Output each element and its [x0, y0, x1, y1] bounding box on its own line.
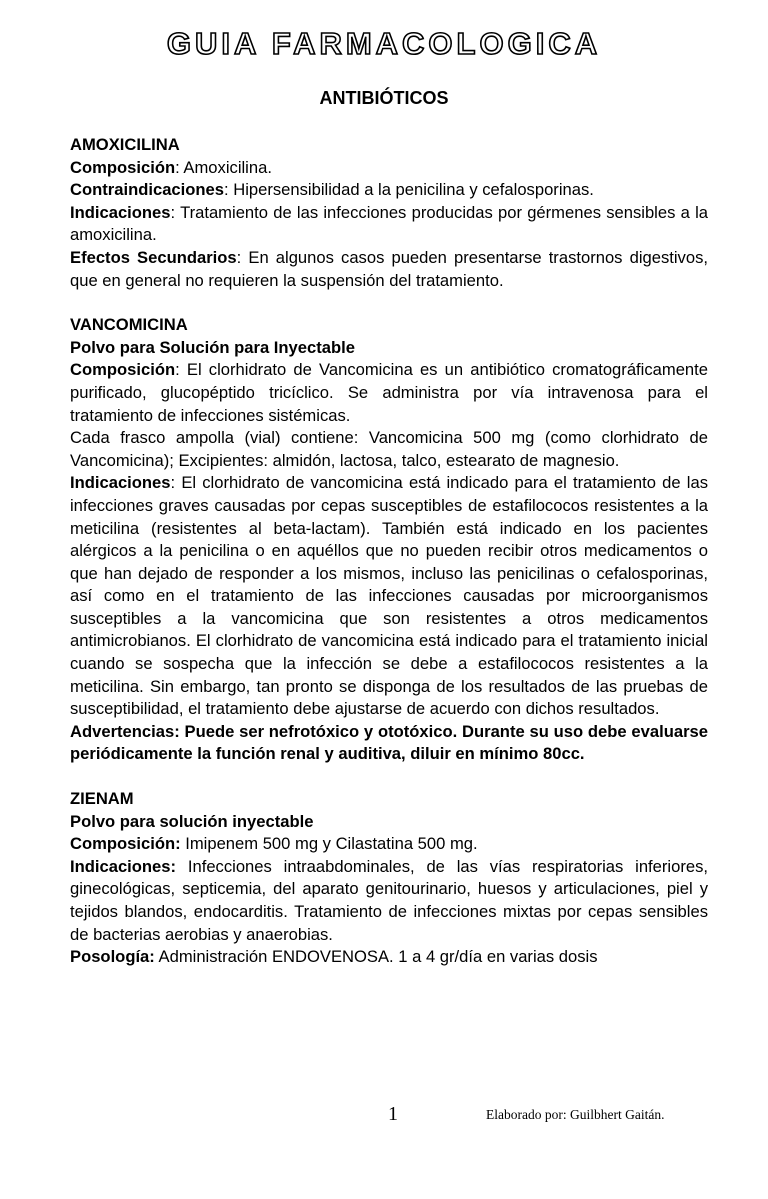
drug-name-vancomicina: VANCOMICINA: [70, 315, 188, 335]
field-text: : Tratamiento de las infecciones producidas por gérmenes sensibles a la amoxicilina.: [70, 202, 708, 245]
amoxicilina-composicion: [70, 157, 708, 180]
zienam-indicaciones: [70, 856, 708, 946]
banner-title: GUIA FARMACOLOGICA: [166, 26, 602, 61]
section-gap: [70, 292, 708, 314]
amoxicilina-contraindicaciones: [70, 179, 708, 202]
field-label: Indicaciones: [70, 202, 171, 222]
author-credit: Elaborado por: Guilbhert Gaitán.: [486, 1107, 665, 1122]
zienam-posologia: [70, 946, 708, 969]
field-text: Imipenem 500 mg y Cilastatina 500 mg.: [180, 834, 478, 854]
vancomicina-advertencias: Advertencias: Puede ser nefrotóxico y ototóxico. Durante su uso debe evaluarse periódicamente la función renal y auditiva, diluir en mínimo 80cc.: [70, 721, 708, 764]
section-heading: ANTIBIÓTICOS: [319, 88, 449, 108]
zienam-composicion: [70, 833, 708, 856]
field-text: : En algunos casos pueden presentarse trastornos digestivos, que en general no requieren la suspensión del tratamiento.: [70, 247, 708, 290]
field-label: Composición: [70, 360, 176, 380]
amoxicilina-indicaciones: [70, 202, 708, 247]
field-text: Administración ENDOVENOSA. 1 a 4 gr/día en varias dosis: [154, 947, 598, 967]
field-text: Infecciones intraabdominales, de las vías respiratorias inferiores, ginecológicas, septicemia, del aparato genitourinario, huesos y articulaciones, piel y tejidos blandos, endocarditis. Tratamiento de infecciones mixtas por cepas sensibles de bacterias aerobias y anaerobias.: [70, 856, 708, 944]
field-label: Contraindicaciones: [70, 180, 224, 200]
field-label: Indicaciones:: [70, 856, 177, 876]
page-number: 1: [388, 1103, 398, 1125]
field-label: Posología:: [70, 947, 155, 967]
section-gap: [70, 766, 708, 788]
field-label: Efectos Secundarios: [70, 247, 237, 267]
field-text: : Hipersensibilidad a la penicilina y cefalosporinas.: [224, 180, 594, 200]
field-label: Composición:: [70, 834, 181, 854]
field-label: Composición: [70, 157, 176, 177]
field-label: Indicaciones: [70, 473, 171, 493]
field-text: : El clorhidrato de vancomicina está indicado para el tratamiento de las infecciones graves causadas por cepas susceptibles de estafilococos resistentes a la meticilina (resistentes al beta-lactam). También está indicado en los pacientes alérgicos a la penicilina o en aquéllos que no pueden recibir otros medicamentos o que han dejado de responder a los mismos, incluso las penicilinas o cefalosporinas, así como en el tratamiento de las infecciones causadas por microorganismos susceptibles a la vancomicina que son resistentes a otros medicamentos antimicrobianos. El clorhidrato de vancomicina está indicado para el tratamiento inicial cuando se sospecha que la infección se debe a estafilococos resistentes a la meticilina. Sin embargo, tan pronto se disponga de los resultados de las pruebas de susceptibilidad, el tratamiento debe ajustarse de acuerdo con dichos resultados.: [70, 473, 708, 719]
zienam-form: Polvo para solución inyectable: [70, 811, 314, 831]
vancomicina-form: Polvo para Solución para Inyectable: [70, 337, 355, 357]
vancomicina-composicion: [70, 359, 708, 427]
amoxicilina-efectos: [70, 247, 708, 292]
drug-name-zienam: ZIENAM: [70, 789, 134, 809]
vancomicina-indicaciones: [70, 472, 708, 721]
document-body: [70, 134, 708, 969]
field-text: : Amoxicilina.: [175, 157, 272, 177]
vancomicina-frasco: Cada frasco ampolla (vial) contiene: Vancomicina 500 mg (como clorhidrato de Vancomicina); Excipientes: almidón, lactosa, talco, estearato de magnesio.: [70, 428, 708, 470]
field-text: : El clorhidrato de Vancomicina es un antibiótico cromatográficamente purificado, glucopéptido tricíclico. Se administra por vía intravenosa para el tratamiento de infecciones sistémicas.: [70, 360, 708, 425]
drug-name-amoxicilina: AMOXICILINA: [70, 135, 180, 154]
